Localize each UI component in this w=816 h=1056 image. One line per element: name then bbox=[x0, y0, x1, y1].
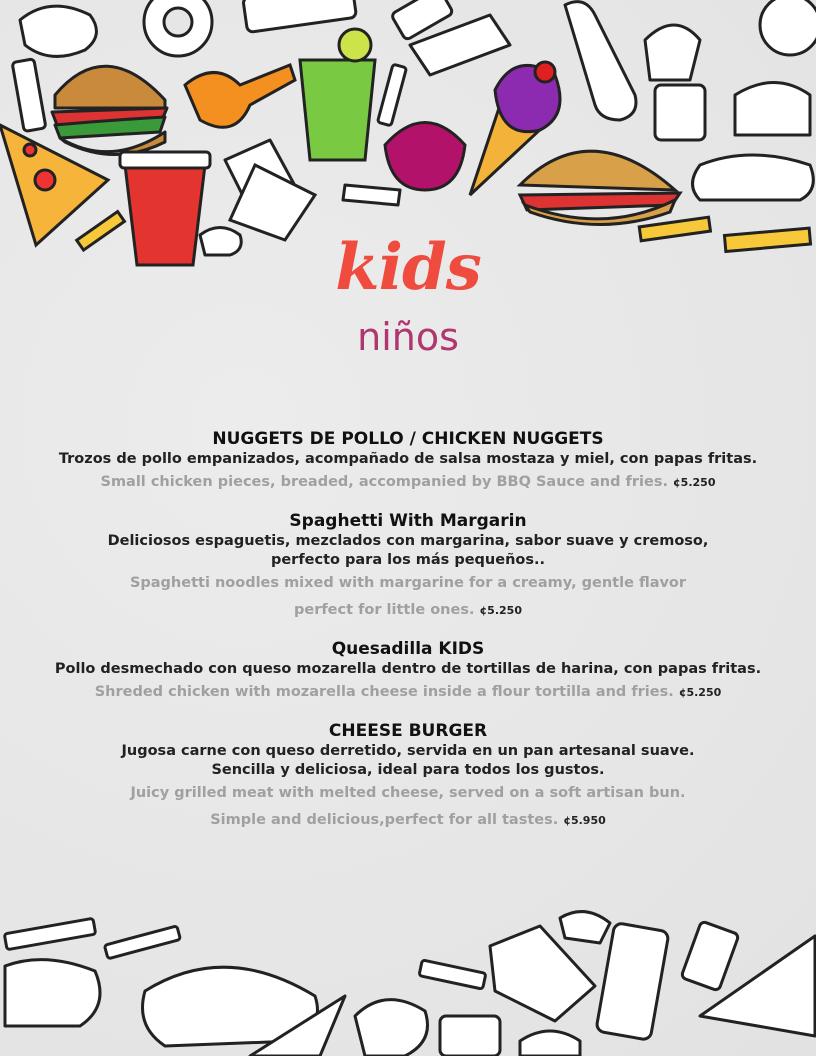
pizza-icon bbox=[0, 125, 108, 245]
menu-item bbox=[40, 638, 776, 706]
item-description-en: Spaghetti noodles mixed with margarine for a creamy, gentle flavor perfect for little ones. ¢5.250 bbox=[129, 575, 687, 618]
burger-icon bbox=[52, 66, 167, 154]
item-price: ¢5.950 bbox=[563, 814, 606, 827]
title-ninos: niños bbox=[357, 315, 459, 359]
menu-item bbox=[40, 428, 776, 496]
item-price: ¢5.250 bbox=[673, 476, 716, 489]
chicken-leg-icon bbox=[185, 65, 295, 127]
menu-item bbox=[40, 510, 776, 624]
item-price: ¢5.250 bbox=[678, 686, 722, 699]
sandwich-icon bbox=[520, 151, 680, 224]
glass-icon bbox=[300, 29, 375, 160]
item-description-es: Jugosa carne con queso derretido, servida en un pan artesanal suave. Sencilla y deliciosa, ideal para todos los gustos. bbox=[121, 743, 695, 778]
item-description-en: Juicy grilled meat with melted cheese, served on a soft artisan bun. Simple and delicious,perfect for all tastes. ¢5.950 bbox=[130, 785, 686, 828]
item-name: Spaghetti With Margarin bbox=[289, 511, 527, 531]
title-kids: kids bbox=[335, 230, 481, 305]
item-description-es: Trozos de pollo empanizados, acompañado de salsa mostaza y miel, con papas fritas. bbox=[58, 451, 758, 467]
item-description-es: Deliciosos espaguetis, mezclados con margarina, sabor suave y cremoso, perfecto para los más pequeños.. bbox=[107, 533, 709, 568]
item-description-en: Shreded chicken with mozarella cheese inside a flour tortilla and fries. ¢5.250 bbox=[94, 684, 722, 700]
item-name: Quesadilla KIDS bbox=[331, 639, 485, 659]
item-description-es: Pollo desmechado con queso mozarella dentro de tortillas de harina, con papas fritas. bbox=[54, 661, 762, 677]
food-doodles-bottom bbox=[0, 906, 816, 1056]
item-name: CHEESE BURGER bbox=[328, 721, 488, 741]
menu-list bbox=[40, 428, 776, 848]
item-description-en: Small chicken pieces, breaded, accompanied by BBQ Sauce and fries. ¢5.250 bbox=[100, 474, 716, 490]
dessert-icon bbox=[385, 123, 465, 191]
item-name: NUGGETS DE POLLO / CHICKEN NUGGETS bbox=[212, 429, 604, 449]
menu-item bbox=[40, 720, 776, 834]
item-price: ¢5.250 bbox=[479, 604, 522, 617]
